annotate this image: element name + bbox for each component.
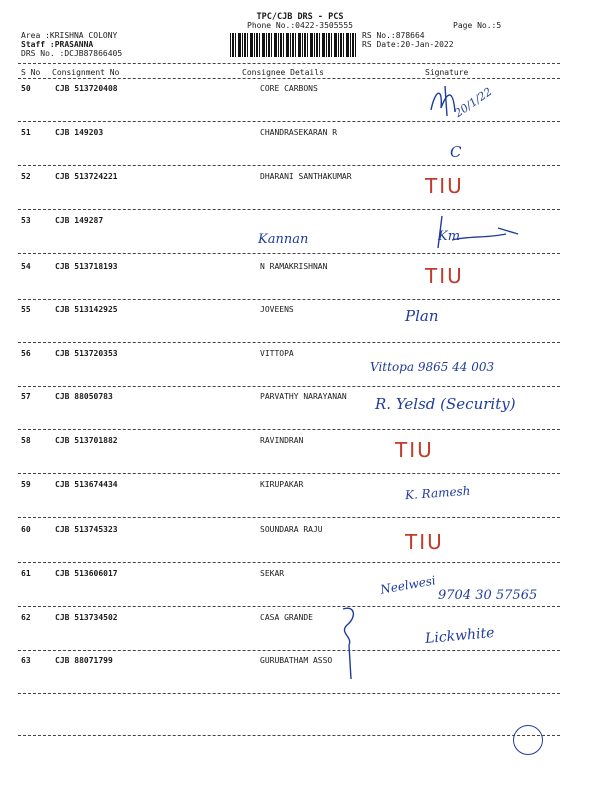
handwritten-signature: Lickwhite: [424, 625, 496, 647]
handwritten-tiu: TIU: [405, 530, 444, 554]
row-consignee: CORE CARBONS: [260, 84, 318, 93]
page-number: Page No.:5: [453, 21, 502, 30]
handwritten-signature: R. Yelsd (Security): [375, 395, 516, 413]
col-header-sno: S No: [21, 68, 41, 77]
row-sno: 52: [21, 172, 31, 181]
row-sno: 58: [21, 436, 31, 445]
row-sno: 54: [21, 262, 31, 271]
row-consignee: PARVATHY NARAYANAN: [260, 392, 347, 401]
row-consignment: CJB 513606017: [55, 569, 118, 578]
row-divider: [18, 606, 560, 607]
handwritten-name: Kannan: [258, 232, 309, 247]
col-header-consignee: Consignee Details: [242, 68, 324, 77]
row-consignment: CJB 513720353: [55, 349, 118, 358]
row-consignment: CJB 513674434: [55, 480, 118, 489]
row-consignee: SOUNDARA RAJU: [260, 525, 323, 534]
barcode: [230, 33, 356, 57]
row-sno: 55: [21, 305, 31, 314]
row-sno: 61: [21, 569, 31, 578]
row-consignee: KIRUPAKAR: [260, 480, 304, 489]
row-sno: 59: [21, 480, 31, 489]
row-consignment: CJB 513718193: [55, 262, 118, 271]
handwritten-tiu: TIU: [425, 174, 464, 198]
handwritten-signature: C: [450, 143, 462, 161]
row-sno: 62: [21, 613, 31, 622]
row-consignee: RAVINDRAN: [260, 436, 304, 445]
row-divider: [18, 650, 560, 651]
table-row: [0, 656, 600, 712]
row-consignment: CJB 149203: [55, 128, 104, 137]
row-divider: [18, 562, 560, 563]
row-consignment: CJB 88050783: [55, 392, 113, 401]
handwritten-signature: Plan: [405, 307, 439, 325]
row-sno: 53: [21, 216, 31, 225]
rs-number: RS No.:878664: [362, 31, 425, 40]
row-consignee: GURUBATHAM ASSO: [260, 656, 333, 665]
handwritten-date: 20/1/22: [452, 85, 495, 120]
staff-label: Staff :PRASANNA: [21, 40, 94, 49]
row-sno: 56: [21, 349, 31, 358]
row-divider: [18, 429, 560, 430]
row-consignee: DHARANI SANTHAKUMAR: [260, 172, 352, 181]
col-header-signature: Signature: [425, 68, 469, 77]
row-consignee: SEKAR: [260, 569, 285, 578]
row-divider: [18, 386, 560, 387]
row-sno: 60: [21, 525, 31, 534]
area-label: Area :KRISHNA COLONY: [21, 31, 118, 40]
row-divider: [18, 693, 560, 694]
row-consignee: CHANDRASEKARAN R: [260, 128, 338, 137]
row-consignment: CJB 513745323: [55, 525, 118, 534]
rs-date: RS Date:20-Jan-2022: [362, 40, 454, 49]
row-sno: 63: [21, 656, 31, 665]
row-sno: 51: [21, 128, 31, 137]
row-consignee: JOVEENS: [260, 305, 294, 314]
handwritten-note: Vittopa 9865 44 003: [370, 360, 495, 374]
phone-number: Phone No.:0422-3505555: [247, 21, 353, 30]
header-divider-bottom: [18, 78, 560, 79]
col-header-consignment: Consignment No: [52, 68, 120, 77]
row-divider: [18, 473, 560, 474]
row-sno: 50: [21, 84, 31, 93]
row-consignee: N RAMAKRISHNAN: [260, 262, 328, 271]
row-consignment: CJB 513724221: [55, 172, 118, 181]
row-sno: 57: [21, 392, 31, 401]
handwritten-tiu: TIU: [395, 438, 434, 462]
row-divider: [18, 517, 560, 518]
document-title: TPC/CJB DRS - PCS: [256, 12, 344, 22]
header-divider-top: [18, 63, 560, 64]
handwritten-tiu: TIU: [425, 264, 464, 288]
row-consignment: CJB 513734502: [55, 613, 118, 622]
handwritten-name: Neelwesi: [379, 573, 437, 597]
drs-number: DRS No. :DCJB87866405: [21, 49, 123, 58]
row-consignment: CJB 513142925: [55, 305, 118, 314]
row-consignee: CASA GRANDE: [260, 613, 313, 622]
signature-scribble-53: [428, 214, 528, 254]
bracket-scribble: [335, 603, 365, 683]
row-divider: [18, 209, 560, 210]
row-consignment: CJB 88071799: [55, 656, 113, 665]
row-divider: [18, 165, 560, 166]
row-divider: [18, 342, 560, 343]
row-consignment: CJB 513701882: [55, 436, 118, 445]
row-divider: [18, 299, 560, 300]
handwritten-signature: Km: [438, 229, 461, 244]
row-consignment: CJB 149287: [55, 216, 104, 225]
handwritten-signature: K. Ramesh: [404, 483, 471, 503]
footer-divider: [18, 735, 560, 736]
stamp-mark: [513, 725, 543, 755]
handwritten-phone: 9704 30 57565: [438, 588, 538, 603]
row-consignee: VITTOPA: [260, 349, 294, 358]
row-consignment: CJB 513720408: [55, 84, 118, 93]
